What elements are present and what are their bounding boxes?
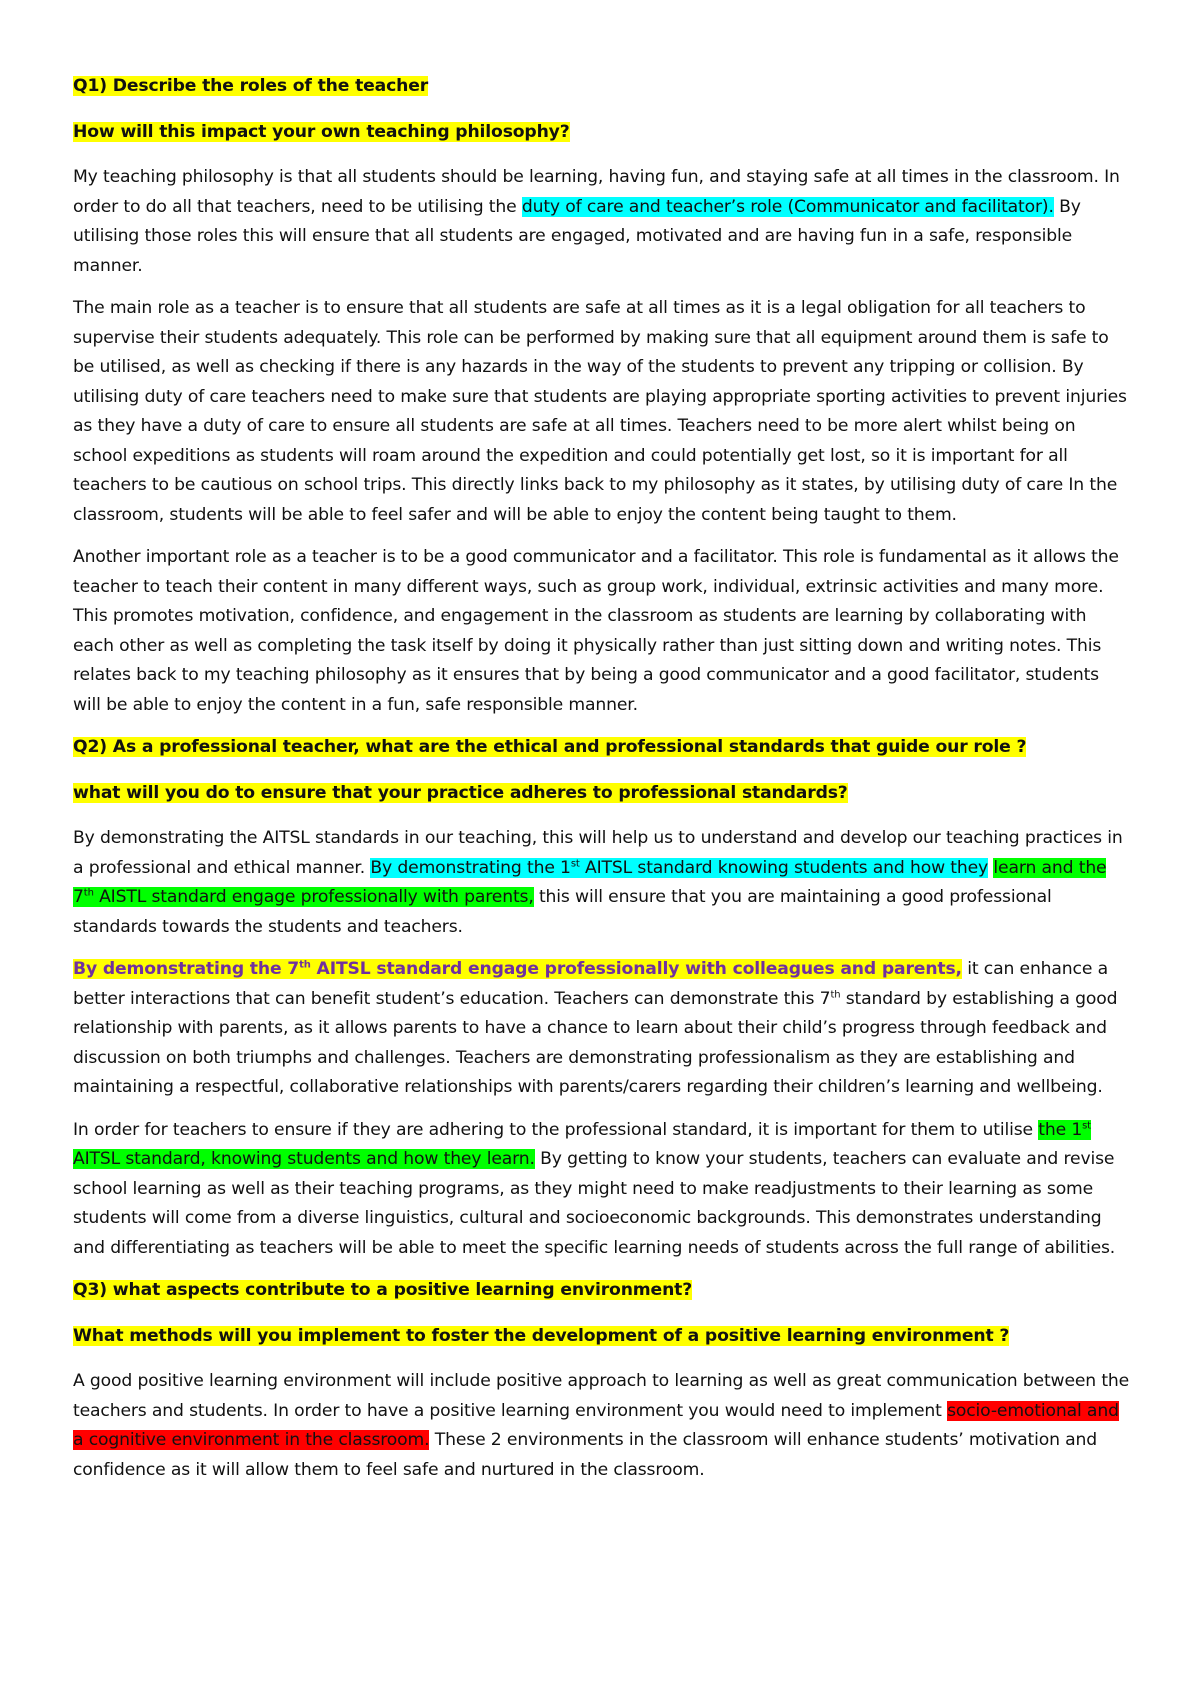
q3-p1-highlight: socio-emotional and a cognitive environment in the classroom.: [73, 1400, 1119, 1450]
q1-paragraph-3: Another important role as a teacher is to be a good communicator and a facilitator. This role is fundamental as it allows the teacher to teach their content in many different ways, such as group work, individual, extrinsic activities and many more. This promotes motivation, confidence, and engagement in the classroom as students are learning by collaborating with each other as well as completing the task itself by doing it physically rather than just sitting down and writing notes. This relates back to my teaching philosophy as it ensures that by being a good communicator and a good facilitator, students will be able to enjoy the content in a fun, safe responsible manner.: [73, 547, 1119, 715]
q2-p1-cyan-1: By demonstrating the 1: [370, 857, 571, 878]
q2-p2-text-b: standard by establishing a good relationship with parents, as it allows parents to have a chance to learn about their child’s progress through feedback and discussion on both triumphs and challenges. Teachers are demonstrating professionalism as they are establishing and maintaining a respectful, collaborative relationships with parents/carers regarding their children’s learning and wellbeing.: [73, 988, 1118, 1097]
q1-paragraph-2: The main role as a teacher is to ensure that all students are safe at all times as it is a legal obligation for all teachers to supervise their students adequately. This role can be performed by making sure that all equipment around them is safe to be utilised, as well as checking if there is any hazards in the way of the students to prevent any tripping or collision. By utilising duty of care teachers need to make sure that students are playing appropriate sporting activities to prevent injuries as they have a duty of care to ensure all students are safe at all times. Teachers need to be more alert whilst being on school expeditions as students will roam around the expedition and could potentially get lost, so it is important for all teachers to be cautious on school trips. This directly links back to my philosophy as it states, by utilising duty of care In the classroom, students will be able to feel safer and will be able to enjoy the content being taught to them.: [73, 298, 1127, 525]
q2-p2-text-a: it can enhance a better interactions that can benefit student’s education. Teachers can demonstrate this 7: [73, 959, 1108, 1009]
q1-p1-highlight: duty of care and teacher’s role (Communicator and facilitator).: [521, 196, 1054, 217]
q2-p1-cyan-highlight: [370, 858, 988, 878]
q1-subheading-text: How will this impact your own teaching philosophy?: [73, 121, 570, 142]
q3-subheading-text: What methods will you implement to foster the development of a positive learning environment ?: [73, 1325, 1010, 1346]
q1-subheading: [73, 118, 1132, 148]
q2-p3-text-b: By getting to know your students, teachers can evaluate and revise school learning as well as their teaching programs, as they might need to make readjustments to their learning as some students will come from a diverse linguistics, cultural and socioeconomic backgrounds. This demonstrates understanding and differentiating as teachers will be able to meet the specific learning needs of students across the full range of abilities.: [73, 1149, 1116, 1258]
q1-heading-text: Q1) Describe the roles of the teacher: [73, 76, 429, 96]
q2-p2-highlight-1: By demonstrating the 7: [73, 959, 300, 979]
q2-paragraph-2: [73, 955, 1132, 1103]
q2-heading: [73, 733, 1132, 763]
q2-p3-text-a: In order for teachers to ensure if they are adhering to the professional standard, it is important for them to utilise: [73, 1119, 1039, 1140]
q2-p2-highlight-2: AITSL standard engage professionally with colleagues and parents,: [310, 959, 962, 979]
q2-subheading-text: what will you do to ensure that your practice adheres to professional standards?: [73, 782, 848, 803]
q2-heading-text: Q2) As a professional teacher, what are the ethical and professional standards that guide our role ?: [73, 737, 1027, 757]
q1-paragraph-1: [73, 163, 1132, 281]
q3-subheading: [73, 1322, 1132, 1352]
q3-paragraph-1: [73, 1367, 1132, 1485]
q2-p1-green-2: AISTL standard engage professionally with parents,: [93, 887, 534, 907]
q1-p1-text-a: My teaching philosophy is that all students should be learning, having fun, and staying safe at all times in the classroom. In order to do all that teachers, need to be utilising the: [73, 167, 1120, 217]
q2-p2-highlight: [73, 959, 962, 979]
q2-p2-sup: th: [830, 988, 841, 1000]
q2-p3-green-sup: st: [1082, 1119, 1091, 1131]
q2-p1-green-sup: th: [83, 887, 94, 899]
q2-p3-green-2: AITSL standard, knowing students and how they learn.: [73, 1149, 535, 1169]
q2-p1-cyan-sup: st: [570, 857, 580, 869]
q3-heading-text: Q3) what aspects contribute to a positive learning environment?: [73, 1280, 693, 1300]
q2-p1-green-1: learn and the 7: [73, 857, 1107, 907]
q2-p2-highlight-sup: th: [299, 959, 311, 971]
q3-p1-text-a: A good positive learning environment will include positive approach to learning as well as great communication between the teachers and students. In order to have a positive learning environment you would need to implement: [73, 1371, 1130, 1421]
q1-p1-text-b: By utilising those roles this will ensure that all students are engaged, motivated and are having fun in a safe, responsible manner.: [73, 196, 1081, 276]
q2-p1-text-b: this will ensure that you are maintaining a good professional standards towards the students and teachers.: [73, 887, 1052, 937]
q2-subheading: [73, 779, 1132, 809]
q2-paragraph-1: [73, 824, 1132, 942]
q2-paragraph-3: [73, 1116, 1132, 1264]
q1-heading: [73, 72, 1132, 102]
q2-p1-cyan-2: AITSL standard knowing students and how they: [579, 857, 989, 878]
q2-p3-green-1: the 1: [1038, 1119, 1083, 1140]
q2-p1-text-a: By demonstrating the AITSL standards in our teaching, this will help us to understand and develop our teaching practices in a professional and ethical manner.: [73, 828, 1123, 878]
q3-p1-text-b: These 2 environments in the classroom will enhance students’ motivation and confidence as it will allow them to feel safe and nurtured in the classroom.: [73, 1430, 1098, 1480]
q3-heading: [73, 1276, 1132, 1306]
